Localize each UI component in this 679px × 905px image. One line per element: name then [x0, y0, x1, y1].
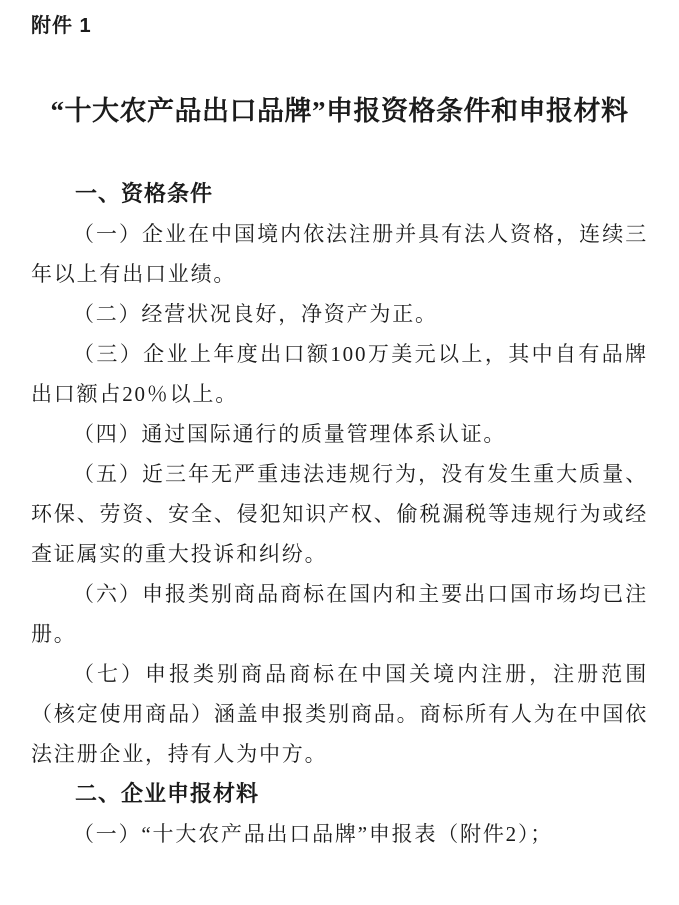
section-1-paragraph-1: （一）企业在中国境内依法注册并具有法人资格，连续三年以上有出口业绩。: [31, 222, 648, 286]
section-1-paragraph-5: （五）近三年无严重违法违规行为，没有发生重大质量、环保、劳资、安全、侵犯知识产权、偷税漏税等违规行为或经查证属实的重大投诉和纠纷。: [31, 462, 648, 566]
section-1-paragraph-2: （二）经营状况良好，净资产为正。: [73, 302, 438, 326]
attachment-label: 附件 1: [31, 15, 92, 37]
section-1-paragraph-3: （三）企业上年度出口额100万美元以上，其中自有品牌出口额占20％以上。: [31, 342, 648, 406]
section-2-paragraph-1: （一）“十大农产品出口品牌”申报表（附件2）；: [73, 822, 554, 846]
section-1-paragraph-4: （四）通过国际通行的质量管理体系认证。: [73, 422, 507, 446]
section-1-heading: 一、资格条件: [75, 181, 214, 206]
section-2-heading: 二、企业申报材料: [75, 781, 260, 806]
document-title-quoted-brand: “十大农产品出口品牌”: [50, 96, 326, 126]
document-title-rest: 申报资格条件和申报材料: [326, 96, 629, 126]
document-title: [31, 92, 648, 130]
section-1-paragraph-6: （六）申报类别商品商标在国内和主要出口国市场均已注册。: [31, 582, 648, 646]
section-1-paragraph-7: （七）申报类别商品商标在中国关境内注册，注册范围（核定使用商品）涵盖申报类别商品。商标所有人为在中国依法注册企业，持有人为中方。: [31, 662, 648, 766]
